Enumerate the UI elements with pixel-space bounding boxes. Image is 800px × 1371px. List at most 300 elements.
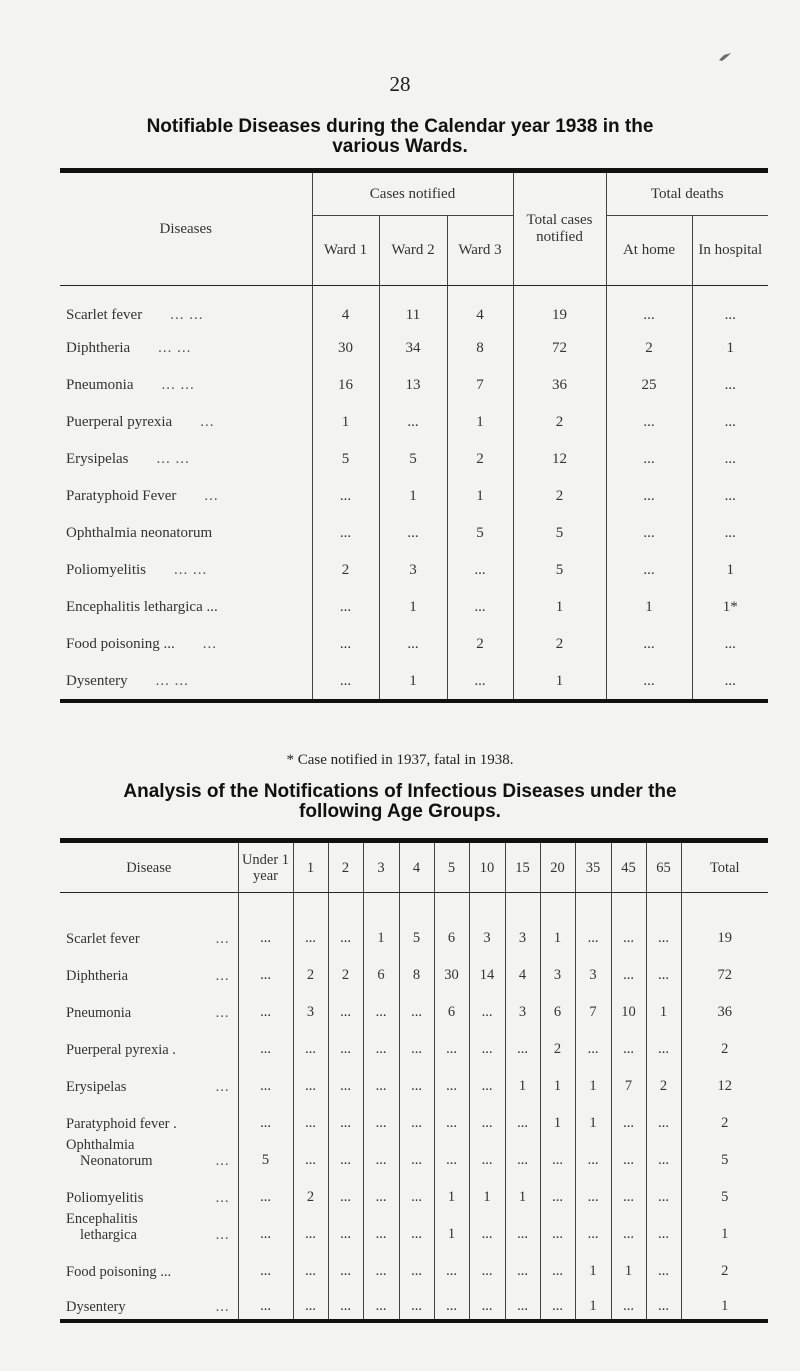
age-cell: ... xyxy=(646,951,681,988)
age-cell: 3 xyxy=(540,951,575,988)
age-cell: ... xyxy=(505,1247,540,1284)
home-cell: 25 xyxy=(606,367,692,404)
disease-name: Pneumonia xyxy=(66,377,134,393)
age-cell: ... xyxy=(505,1136,540,1173)
ward2-cell: 11 xyxy=(379,286,447,331)
age-cell: ... xyxy=(611,1099,646,1136)
age-cell: 1 xyxy=(611,1247,646,1284)
age-cell: ... xyxy=(399,1062,434,1099)
leader-dots: ... ... xyxy=(174,562,208,578)
age-cell: ... xyxy=(540,1136,575,1173)
age-cell: 1 xyxy=(575,1099,611,1136)
age-cell: ... xyxy=(293,1247,328,1284)
age-cell: ... xyxy=(293,893,328,951)
disease-cell xyxy=(60,1062,238,1099)
age-cell: 1 xyxy=(540,1099,575,1136)
age-cell: ... xyxy=(611,1284,646,1321)
age-cell: ... xyxy=(575,1025,611,1062)
disease-cell xyxy=(60,1025,238,1062)
total-cell: 19 xyxy=(513,286,606,331)
age-cell: ... xyxy=(363,1247,399,1284)
age-cell: ... xyxy=(469,1062,505,1099)
age-cell: ... xyxy=(363,988,399,1025)
disease-name: Diphtheria xyxy=(66,340,131,356)
disease-cell xyxy=(60,1247,238,1284)
age-cell: ... xyxy=(505,1025,540,1062)
age-cell: ... xyxy=(399,1210,434,1247)
age-cell: 10 xyxy=(611,988,646,1025)
header-ward1: Ward 1 xyxy=(312,216,379,286)
age-cell: 1 xyxy=(681,1210,768,1247)
age-cell: ... xyxy=(646,1099,681,1136)
table-row xyxy=(60,330,768,367)
age-cell: ... xyxy=(328,1173,363,1210)
age-cell: ... xyxy=(611,1173,646,1210)
leader-dots: ... xyxy=(200,414,215,430)
ward3-cell: 8 xyxy=(447,330,513,367)
hospital-cell: ... xyxy=(692,663,768,701)
home-cell: ... xyxy=(606,478,692,515)
disease-name: Ophthalmia neonatorum xyxy=(66,525,213,541)
wards-table-body xyxy=(60,286,768,702)
table-row xyxy=(60,988,768,1025)
home-cell: ... xyxy=(606,404,692,441)
age-cell: 5 xyxy=(681,1136,768,1173)
age-cell: 3 xyxy=(505,893,540,951)
age-cell: ... xyxy=(540,1247,575,1284)
header-total-cases: Total cases notified xyxy=(513,171,606,286)
age-cell: ... xyxy=(505,1099,540,1136)
disease-name: Erysipelas xyxy=(66,451,129,467)
disease-cell xyxy=(60,552,312,589)
age-cell: ... xyxy=(434,1136,469,1173)
table-row xyxy=(60,1136,768,1173)
age-cell: 14 xyxy=(469,951,505,988)
leader-dots: ... xyxy=(215,1152,230,1169)
age-cell: 6 xyxy=(363,951,399,988)
section2-title-line1: Analysis of the Notifications of Infectious Diseases under the xyxy=(123,781,677,802)
table-row xyxy=(60,1025,768,1062)
total-cell: 2 xyxy=(513,626,606,663)
disease-name: Food poisoning ... xyxy=(66,636,175,652)
home-cell: ... xyxy=(606,663,692,701)
age-cell: ... xyxy=(399,1173,434,1210)
age-cell: 1 xyxy=(681,1284,768,1321)
leader-dots: ... xyxy=(215,967,230,984)
wards-table xyxy=(60,168,768,703)
ward2-cell: 1 xyxy=(379,589,447,626)
hospital-cell: ... xyxy=(692,515,768,552)
total-cell: 5 xyxy=(513,515,606,552)
age-cell: 2 xyxy=(681,1247,768,1284)
age-cell: 3 xyxy=(469,893,505,951)
age-cell: 1 xyxy=(540,1062,575,1099)
ward1-cell: ... xyxy=(312,478,379,515)
disease-cell xyxy=(60,367,312,404)
age-header: Total xyxy=(681,841,768,893)
disease-cell xyxy=(60,330,312,367)
age-header: 3 xyxy=(363,841,399,893)
age-groups-header-row xyxy=(60,841,768,893)
table-row xyxy=(60,1284,768,1321)
disease-name: lethargica xyxy=(80,1226,137,1243)
ward3-cell: ... xyxy=(447,552,513,589)
age-cell: 5 xyxy=(399,893,434,951)
age-cell: 19 xyxy=(681,893,768,951)
age-cell: ... xyxy=(469,1025,505,1062)
age-cell: 2 xyxy=(293,1173,328,1210)
ward2-cell: ... xyxy=(379,626,447,663)
total-cell: 12 xyxy=(513,441,606,478)
disease-name: Poliomyelitis xyxy=(66,562,147,578)
disease-cell xyxy=(60,589,312,626)
age-cell: 1 xyxy=(469,1173,505,1210)
age-cell: ... xyxy=(434,1247,469,1284)
age-cell: 2 xyxy=(681,1099,768,1136)
table-row xyxy=(60,441,768,478)
total-cell: 2 xyxy=(513,404,606,441)
ward1-cell: 4 xyxy=(312,286,379,331)
disease-name: Dysentery xyxy=(66,1298,126,1315)
age-cell: 1 xyxy=(434,1210,469,1247)
age-cell: ... xyxy=(469,1284,505,1321)
leader-dots: ... xyxy=(215,1189,230,1206)
leader-dots: ... xyxy=(215,1226,230,1243)
age-cell: ... xyxy=(399,1136,434,1173)
age-cell: 2 xyxy=(328,951,363,988)
home-cell: ... xyxy=(606,515,692,552)
age-cell: ... xyxy=(238,1247,293,1284)
section2-title xyxy=(0,782,800,822)
age-cell: ... xyxy=(238,951,293,988)
header-in-hospital: In hospital xyxy=(692,216,768,286)
table-row xyxy=(60,1247,768,1284)
age-header: 10 xyxy=(469,841,505,893)
age-header: 15 xyxy=(505,841,540,893)
ink-speck xyxy=(718,52,732,62)
hospital-cell: ... xyxy=(692,367,768,404)
age-cell: ... xyxy=(328,1210,363,1247)
home-cell: 1 xyxy=(606,589,692,626)
ward1-cell: 1 xyxy=(312,404,379,441)
age-cell: ... xyxy=(505,1210,540,1247)
disease-name: Dysentery xyxy=(66,672,128,689)
age-cell: ... xyxy=(293,1284,328,1321)
total-cell: 36 xyxy=(513,367,606,404)
ward2-cell: 1 xyxy=(379,663,447,701)
disease-cell xyxy=(60,441,312,478)
table-row xyxy=(60,515,768,552)
leader-dots: ... xyxy=(215,1298,230,1315)
ward1-cell: 16 xyxy=(312,367,379,404)
age-cell: ... xyxy=(363,1099,399,1136)
disease-cell xyxy=(60,404,312,441)
disease-name-line: Ophthalmia xyxy=(66,1136,135,1153)
ward2-cell: 5 xyxy=(379,441,447,478)
total-cell: 5 xyxy=(513,552,606,589)
age-header: 65 xyxy=(646,841,681,893)
hospital-cell: 1 xyxy=(692,552,768,589)
age-cell: 6 xyxy=(434,988,469,1025)
age-cell: ... xyxy=(434,1062,469,1099)
total-cell: 1 xyxy=(513,589,606,626)
home-cell: ... xyxy=(606,552,692,589)
age-cell: 12 xyxy=(681,1062,768,1099)
table-row xyxy=(60,404,768,441)
age-cell: ... xyxy=(646,1284,681,1321)
table-row xyxy=(60,626,768,663)
age-cell: 1 xyxy=(505,1173,540,1210)
ward1-cell: 5 xyxy=(312,441,379,478)
age-cell: ... xyxy=(646,893,681,951)
section1-title-line2: various Wards. xyxy=(332,136,468,157)
disease-cell xyxy=(60,478,312,515)
age-cell: ... xyxy=(363,1284,399,1321)
disease-name-line: Paratyphoid fever . xyxy=(66,1115,177,1132)
total-cell: 1 xyxy=(513,663,606,701)
age-cell: 4 xyxy=(505,951,540,988)
age-cell: ... xyxy=(399,988,434,1025)
disease-cell xyxy=(60,1099,238,1136)
disease-name: Neonatorum xyxy=(80,1152,153,1169)
ward1-cell: ... xyxy=(312,626,379,663)
age-cell: ... xyxy=(540,1210,575,1247)
age-header: 35 xyxy=(575,841,611,893)
age-cell: 1 xyxy=(505,1062,540,1099)
age-cell: ... xyxy=(540,1173,575,1210)
page-number: 28 xyxy=(389,72,411,96)
leader-dots: ... xyxy=(215,1004,230,1021)
disease-name: Paratyphoid Fever xyxy=(66,488,177,504)
disease-name: Erysipelas xyxy=(66,1078,127,1095)
disease-name-line xyxy=(66,1227,238,1243)
disease-name: Pneumonia xyxy=(66,1004,132,1021)
ward1-cell: 30 xyxy=(312,330,379,367)
table-row xyxy=(60,589,768,626)
table-row xyxy=(60,286,768,331)
age-cell: ... xyxy=(328,1062,363,1099)
hospital-cell: ... xyxy=(692,626,768,663)
ward3-cell: ... xyxy=(447,589,513,626)
ward3-cell: 5 xyxy=(447,515,513,552)
disease-cell xyxy=(60,663,312,701)
disease-name-line xyxy=(66,1190,238,1206)
age-cell: ... xyxy=(238,893,293,951)
age-cell: 1 xyxy=(575,1062,611,1099)
age-cell: ... xyxy=(293,1062,328,1099)
age-cell: ... xyxy=(434,1284,469,1321)
leader-dots: ... xyxy=(202,636,218,652)
disease-cell xyxy=(60,988,238,1025)
leader-dots: ... ... xyxy=(161,377,195,393)
age-cell: ... xyxy=(238,1173,293,1210)
header-at-home: At home xyxy=(606,216,692,286)
disease-name: Encephalitis lethargica ... xyxy=(66,599,218,615)
leader-dots: ... ... xyxy=(155,672,189,689)
footnote: * Case notified in 1937, fatal in 1938. xyxy=(286,752,514,768)
age-cell: ... xyxy=(646,1247,681,1284)
section1-title-line1: Notifiable Diseases during the Calendar year 1938 in the xyxy=(146,116,654,137)
ward3-cell: 2 xyxy=(447,626,513,663)
age-cell: ... xyxy=(434,1025,469,1062)
ward2-cell: 13 xyxy=(379,367,447,404)
age-cell: ... xyxy=(469,1247,505,1284)
age-cell: 1 xyxy=(575,1284,611,1321)
home-cell: 2 xyxy=(606,330,692,367)
disease-cell xyxy=(60,1284,238,1321)
ward2-cell: ... xyxy=(379,515,447,552)
age-cell: ... xyxy=(238,988,293,1025)
disease-name-line xyxy=(66,1299,238,1315)
disease-name-line xyxy=(66,1079,238,1095)
age-cell: ... xyxy=(328,1136,363,1173)
leader-dots: ... ... xyxy=(170,306,204,323)
hospital-cell: 1 xyxy=(692,330,768,367)
age-cell: ... xyxy=(363,1173,399,1210)
header-cases-notified: Cases notified xyxy=(312,171,513,216)
leader-dots: ... xyxy=(215,1078,230,1095)
age-cell: ... xyxy=(293,1099,328,1136)
age-header: 5 xyxy=(434,841,469,893)
leader-dots: ... xyxy=(215,930,230,947)
age-cell: ... xyxy=(238,1210,293,1247)
disease-cell xyxy=(60,1136,238,1173)
age-cell: 36 xyxy=(681,988,768,1025)
disease-cell xyxy=(60,951,238,988)
age-cell: ... xyxy=(363,1136,399,1173)
age-cell: ... xyxy=(469,1099,505,1136)
disease-cell xyxy=(60,1173,238,1210)
disease-cell xyxy=(60,1210,238,1247)
age-cell: ... xyxy=(611,893,646,951)
age-cell: ... xyxy=(611,1136,646,1173)
age-cell: 5 xyxy=(238,1136,293,1173)
age-cell: 2 xyxy=(293,951,328,988)
hospital-cell: ... xyxy=(692,286,768,331)
age-cell: ... xyxy=(646,1136,681,1173)
age-cell: ... xyxy=(611,1025,646,1062)
section1-title xyxy=(0,117,800,157)
ward2-cell: ... xyxy=(379,404,447,441)
age-cell: 1 xyxy=(434,1173,469,1210)
disease-cell xyxy=(60,515,312,552)
header-ward3: Ward 3 xyxy=(447,216,513,286)
age-cell: ... xyxy=(293,1210,328,1247)
ward3-cell: 4 xyxy=(447,286,513,331)
leader-dots: ... ... xyxy=(158,340,192,356)
age-cell: ... xyxy=(238,1284,293,1321)
disease-name: Poliomyelitis xyxy=(66,1189,144,1206)
age-header: 45 xyxy=(611,841,646,893)
table-row xyxy=(60,1099,768,1136)
age-cell: ... xyxy=(328,893,363,951)
age-header: Under 1 year xyxy=(238,841,293,893)
age-cell: ... xyxy=(575,1173,611,1210)
leader-dots: ... ... xyxy=(156,451,190,467)
age-cell: 72 xyxy=(681,951,768,988)
ward3-cell: 2 xyxy=(447,441,513,478)
leader-dots: ... xyxy=(204,488,219,504)
age-cell: ... xyxy=(575,1210,611,1247)
age-cell: 6 xyxy=(540,988,575,1025)
age-cell: ... xyxy=(505,1284,540,1321)
age-cell: ... xyxy=(646,1173,681,1210)
age-cell: 6 xyxy=(434,893,469,951)
age-header: 2 xyxy=(328,841,363,893)
disease-name-line: Encephalitis xyxy=(66,1210,138,1227)
age-cell: ... xyxy=(611,1210,646,1247)
age-groups-table-body xyxy=(60,893,768,1321)
age-cell: 7 xyxy=(611,1062,646,1099)
age-cell: 2 xyxy=(540,1025,575,1062)
disease-name-line xyxy=(66,1005,238,1021)
age-cell: ... xyxy=(363,1025,399,1062)
table-row xyxy=(60,1210,768,1247)
age-cell: ... xyxy=(646,1025,681,1062)
age-cell: ... xyxy=(469,1136,505,1173)
age-cell: ... xyxy=(293,1136,328,1173)
age-cell: ... xyxy=(399,1284,434,1321)
home-cell: ... xyxy=(606,626,692,663)
age-groups-table xyxy=(60,838,768,1323)
age-cell: ... xyxy=(611,951,646,988)
disease-name-line: Puerperal pyrexia . xyxy=(66,1041,176,1058)
age-cell: ... xyxy=(363,1210,399,1247)
age-cell: 8 xyxy=(399,951,434,988)
age-header: Disease xyxy=(60,841,238,893)
disease-cell xyxy=(60,626,312,663)
age-header: 1 xyxy=(293,841,328,893)
age-cell: 2 xyxy=(646,1062,681,1099)
age-cell: ... xyxy=(399,1025,434,1062)
age-cell: ... xyxy=(238,1062,293,1099)
age-cell: 5 xyxy=(681,1173,768,1210)
table-row xyxy=(60,951,768,988)
ward1-cell: ... xyxy=(312,589,379,626)
age-cell: 3 xyxy=(505,988,540,1025)
home-cell: ... xyxy=(606,286,692,331)
age-cell: ... xyxy=(363,1062,399,1099)
age-cell: ... xyxy=(293,1025,328,1062)
disease-name: Scarlet fever xyxy=(66,930,140,947)
age-cell: ... xyxy=(328,1247,363,1284)
age-header: 20 xyxy=(540,841,575,893)
total-cell: 2 xyxy=(513,478,606,515)
hospital-cell: ... xyxy=(692,404,768,441)
age-cell: ... xyxy=(469,988,505,1025)
age-cell: ... xyxy=(238,1099,293,1136)
age-cell: ... xyxy=(238,1025,293,1062)
age-cell: 1 xyxy=(646,988,681,1025)
header-ward2: Ward 2 xyxy=(379,216,447,286)
disease-name: Diphtheria xyxy=(66,967,129,984)
table-row xyxy=(60,367,768,404)
disease-name-line xyxy=(66,931,238,947)
age-cell: 30 xyxy=(434,951,469,988)
ward2-cell: 34 xyxy=(379,330,447,367)
disease-name-line xyxy=(66,1153,238,1169)
age-cell: 1 xyxy=(540,893,575,951)
disease-name-line: Food poisoning ... xyxy=(66,1263,172,1280)
hospital-cell: ... xyxy=(692,478,768,515)
table-row xyxy=(60,1062,768,1099)
header-diseases: Diseases xyxy=(60,171,312,286)
ward3-cell: 1 xyxy=(447,478,513,515)
age-cell: ... xyxy=(575,893,611,951)
ward2-cell: 3 xyxy=(379,552,447,589)
home-cell: ... xyxy=(606,441,692,478)
age-cell: ... xyxy=(575,1136,611,1173)
